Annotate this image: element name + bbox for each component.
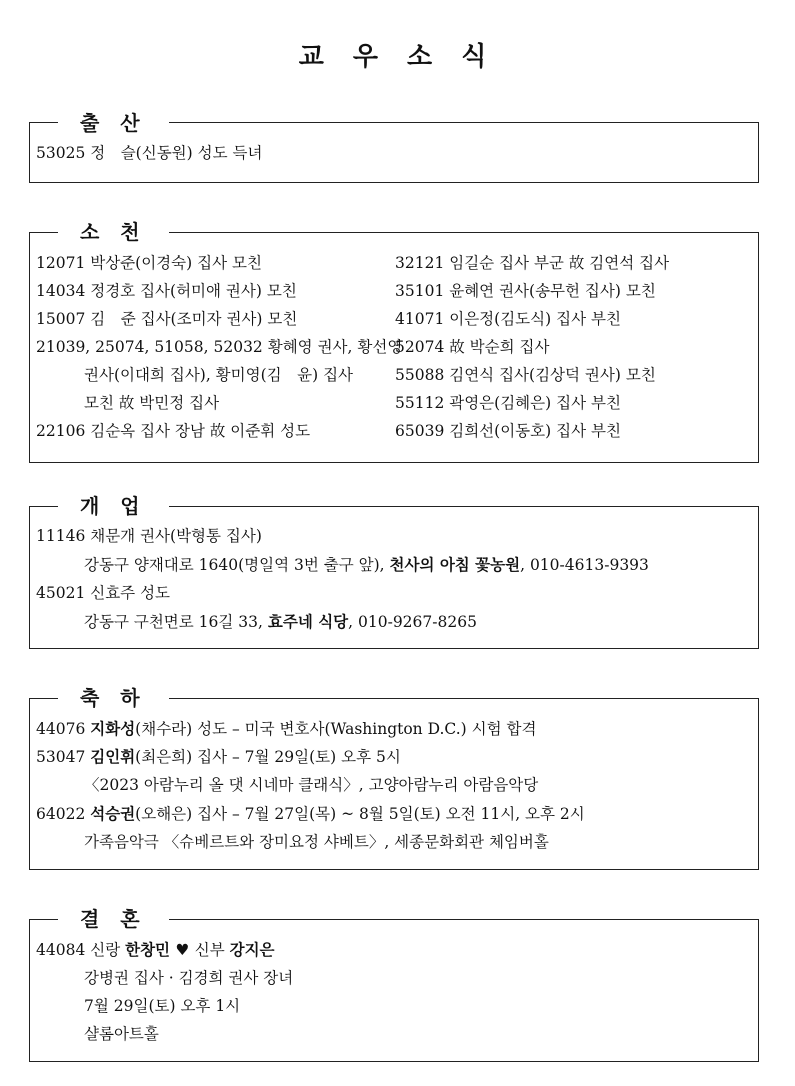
member-name: 김인휘 <box>90 747 136 766</box>
bride-label: 신부 <box>194 941 230 959</box>
wedding-line: 샬롬아트홀 <box>84 1025 159 1043</box>
wedding-line <box>36 940 275 960</box>
business-name: 천사의 아침 꽃농원 <box>389 555 521 574</box>
condolence-right-line: 41071 이은정(김도식) 집사 부친 <box>395 310 621 328</box>
business-line: 45021 신효주 성도 <box>36 584 171 602</box>
condolence-left-line: 모친 故 박민정 집사 <box>84 394 220 412</box>
member-id: 64022 <box>36 805 91 823</box>
business-heading: 개 업 <box>58 493 169 519</box>
page-title: 교 우 소 식 <box>298 42 497 72</box>
birth-line: 53025 정 슬(신동원) 성도 득녀 <box>36 144 263 162</box>
condolence-right-line: 55112 곽영은(김혜은) 집사 부친 <box>395 394 621 412</box>
congrats-line: 가족음악극 〈슈베르트와 장미요정 샤베트〉, 세종문화회관 체임버홀 <box>84 833 549 851</box>
member-id: 44076 <box>36 720 91 738</box>
congrats-line <box>36 719 536 739</box>
congrats-line <box>36 804 585 824</box>
business-line <box>84 612 477 632</box>
business-line: 11146 채문개 권사(박형통 집사) <box>36 527 262 545</box>
condolence-right-line: 35101 윤혜연 권사(송무헌 집사) 모친 <box>395 282 656 300</box>
condolence-left-line: 22106 김순옥 집사 장남 故 이준휘 성도 <box>36 422 311 440</box>
wedding-line: 7월 29일(토) 오후 1시 <box>84 997 241 1015</box>
congrats-detail: (최은희) 집사 – 7월 29일(토) 오후 5시 <box>135 748 401 766</box>
condolence-left-line: 15007 김 준 집사(조미자 권사) 모친 <box>36 310 298 328</box>
heart-icon: ♥ <box>170 940 195 959</box>
congrats-detail: (오해은) 집사 – 7월 27일(목) ~ 8월 5일(토) 오전 11시, 오후 2시 <box>135 805 585 823</box>
condolence-right-line: 55088 김연식 집사(김상덕 권사) 모친 <box>395 366 656 384</box>
condolence-right-line: 65039 김희선(이동호) 집사 부친 <box>395 422 621 440</box>
birth-heading: 출 산 <box>58 110 169 136</box>
member-name: 지화성 <box>90 719 136 738</box>
member-name: 석승권 <box>90 804 136 823</box>
condolence-heading: 소 천 <box>58 219 169 245</box>
condolence-left-line: 12071 박상준(이경숙) 집사 모친 <box>36 254 262 272</box>
congrats-detail: (채수라) 성도 – 미국 변호사(Washington D.C.) 시험 합격 <box>135 720 537 738</box>
member-id: 53047 <box>36 748 91 766</box>
business-phone: , 010-4613-9393 <box>520 556 649 574</box>
business-address: 강동구 구천면로 16길 33, <box>84 613 268 631</box>
business-line <box>84 555 649 575</box>
congrats-heading: 축 하 <box>58 685 169 711</box>
congrats-line: 〈2023 아람누리 올 댓 시네마 클래식〉, 고양아람누리 아람음악당 <box>84 776 539 794</box>
member-id: 44084 신랑 <box>36 941 126 959</box>
condolence-left-line: 권사(이대희 집사), 황미영(김 윤) 집사 <box>84 366 354 384</box>
condolence-right-line: 32121 임길순 집사 부군 故 김연석 집사 <box>395 254 670 272</box>
wedding-heading: 결 혼 <box>58 906 169 932</box>
congrats-line <box>36 747 401 767</box>
business-address: 강동구 양재대로 1640(명일역 3번 출구 앞), <box>84 556 390 574</box>
business-name: 효주네 식당 <box>267 612 349 631</box>
wedding-line: 강병권 집사 · 김경희 권사 장녀 <box>84 969 294 987</box>
condolence-left-line: 21039, 25074, 51058, 52032 황혜영 권사, 황선영 <box>36 338 403 356</box>
groom-name: 한창민 <box>125 940 171 959</box>
bride-name: 강지은 <box>229 940 275 959</box>
business-phone: , 010-9267-8265 <box>348 613 477 631</box>
condolence-right-line: 52074 故 박순희 집사 <box>395 338 550 356</box>
condolence-left-line: 14034 정경호 집사(허미애 권사) 모친 <box>36 282 297 300</box>
